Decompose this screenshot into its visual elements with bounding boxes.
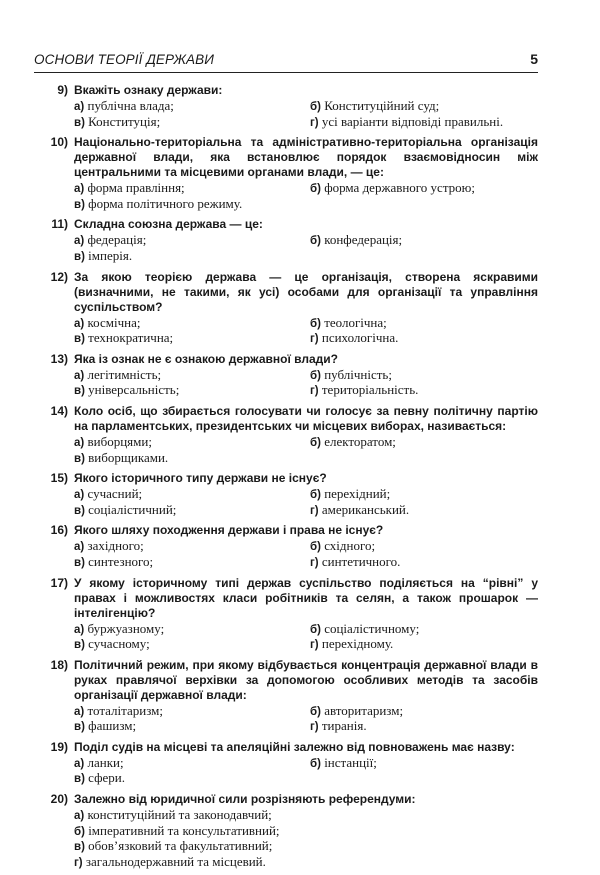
- option-letter: б): [310, 436, 321, 449]
- answer-option: [74, 383, 310, 399]
- option-letter: в): [74, 452, 85, 465]
- answer-option: [310, 487, 538, 503]
- option-letter: в): [74, 721, 85, 734]
- option-text: космічна;: [87, 314, 141, 330]
- answer-option: [310, 719, 538, 735]
- option-letter: б): [310, 369, 321, 382]
- option-letter: в): [74, 250, 85, 263]
- option-text: американський.: [321, 501, 410, 517]
- question-item: [34, 740, 538, 787]
- answer-option: [310, 637, 538, 653]
- option-text: перехідному.: [321, 636, 394, 652]
- option-text: конфедерація;: [324, 232, 403, 248]
- question-header: [34, 217, 538, 232]
- option-text: територіальність.: [321, 382, 419, 398]
- answer-option: [310, 99, 538, 115]
- answer-option: [310, 233, 538, 249]
- option-text: тиранія.: [321, 718, 367, 734]
- option-text: федерація;: [87, 232, 147, 248]
- question-item: [34, 270, 538, 347]
- answer-option: [74, 719, 310, 735]
- answer-option: [74, 839, 538, 855]
- option-text: соціалістичному;: [324, 620, 420, 636]
- answer-option: [74, 197, 310, 213]
- answer-option: [74, 704, 310, 720]
- option-letter: а): [74, 623, 85, 636]
- question-number: 18): [50, 657, 68, 672]
- option-letter: в): [74, 639, 85, 652]
- option-letter: а): [74, 541, 85, 554]
- question-text: У якому історичному типі держав суспільство поділяється на “рівні” у правах і можливостях класи робітників та селян, а також прошарок — інтелігенцію?: [74, 575, 538, 620]
- question-header: [34, 352, 538, 367]
- option-text: універсальність;: [88, 382, 180, 398]
- option-text: Конституція;: [88, 113, 161, 129]
- option-letter: б): [310, 623, 321, 636]
- answer-options: [74, 756, 538, 787]
- question-list: [34, 83, 538, 875]
- question-number: 9): [57, 83, 68, 97]
- option-letter: а): [74, 489, 85, 502]
- option-text: форма політичного режиму.: [88, 195, 243, 211]
- option-letter: б): [310, 183, 321, 196]
- answer-options: [74, 808, 538, 870]
- option-text: технократична;: [88, 330, 174, 346]
- question-header: [34, 404, 538, 434]
- running-header: [34, 52, 538, 72]
- option-letter: г): [310, 333, 319, 346]
- option-letter: б): [310, 489, 321, 502]
- answer-option: [310, 115, 538, 131]
- option-letter: а): [74, 317, 85, 330]
- answer-option: [74, 808, 538, 824]
- option-text: виборцями;: [87, 433, 152, 449]
- question-text: Якого шляху походження держави і права не існує?: [74, 523, 384, 538]
- option-letter: а): [74, 369, 85, 382]
- option-letter: б): [74, 825, 85, 838]
- question-header: [34, 471, 538, 486]
- answer-options: [74, 487, 538, 518]
- answer-options: [74, 99, 538, 130]
- question-header: [34, 740, 538, 755]
- option-text: Конституційний суд;: [324, 98, 440, 113]
- option-letter: б): [310, 757, 321, 770]
- answer-option: [74, 637, 310, 653]
- option-letter: г): [310, 116, 319, 129]
- option-letter: в): [74, 773, 85, 786]
- option-text: тоталітаризм;: [87, 702, 164, 718]
- option-letter: а): [74, 757, 85, 770]
- option-text: західного;: [87, 538, 144, 554]
- answer-options: [74, 435, 538, 466]
- answer-option: [310, 383, 538, 399]
- question-text: Коло осіб, що збирається голосувати чи голосує за певну політичну партію на парламентських, президентських чи місцевих виборах, називається:: [74, 403, 538, 433]
- option-letter: г): [310, 556, 319, 569]
- page-number: 5: [530, 51, 538, 67]
- option-text: імперативний та консультативний;: [88, 822, 280, 838]
- option-letter: в): [74, 385, 85, 398]
- option-text: виборщиками.: [88, 449, 169, 465]
- option-text: загальнодержавний та місцевий.: [85, 853, 266, 869]
- answer-option: [74, 99, 310, 115]
- question-header: [34, 83, 538, 98]
- option-letter: а): [74, 436, 85, 449]
- option-letter: г): [74, 856, 83, 869]
- answer-option: [310, 622, 538, 638]
- answer-option: [310, 704, 538, 720]
- option-text: синтезного;: [88, 553, 154, 569]
- option-text: сфери.: [88, 770, 125, 786]
- answer-option: [74, 115, 310, 131]
- answer-option: [74, 331, 310, 347]
- answer-option: [74, 771, 310, 787]
- option-text: публічна влада;: [87, 98, 174, 113]
- option-text: соціалістичний;: [88, 501, 177, 517]
- option-text: ланки;: [87, 754, 124, 770]
- answer-option: [310, 555, 538, 571]
- option-text: сучасний;: [87, 486, 143, 502]
- question-header: [34, 135, 538, 180]
- option-text: інстанції;: [324, 754, 377, 770]
- answer-options: [74, 181, 538, 212]
- answer-option: [310, 368, 538, 384]
- option-letter: в): [74, 841, 85, 854]
- question-number: 19): [50, 739, 68, 754]
- option-letter: а): [74, 235, 85, 248]
- option-text: форма правління;: [87, 180, 185, 196]
- answer-option: [74, 181, 310, 197]
- option-letter: в): [74, 198, 85, 211]
- answer-options: [74, 316, 538, 347]
- option-letter: г): [310, 721, 319, 734]
- answer-option: [74, 756, 310, 772]
- answer-option: [74, 487, 310, 503]
- question-item: [34, 83, 538, 130]
- question-text: Вкажіть ознаку держави:: [74, 83, 223, 97]
- answer-option: [74, 451, 310, 467]
- answer-option: [310, 756, 538, 772]
- option-letter: б): [310, 101, 321, 113]
- question-header: [34, 523, 538, 538]
- answer-option: [74, 824, 538, 840]
- question-number: 17): [50, 575, 68, 590]
- question-number: 11): [51, 217, 68, 232]
- option-text: обов’язковий та факультативний;: [88, 838, 273, 854]
- question-number: 16): [50, 523, 68, 538]
- option-text: імперія.: [88, 247, 133, 263]
- option-text: сучасному;: [88, 636, 150, 652]
- question-text: Залежно від юридичної сили розрізняють референдуми:: [74, 792, 416, 807]
- answer-option: [74, 555, 310, 571]
- answer-option: [310, 503, 538, 519]
- option-letter: б): [310, 705, 321, 718]
- option-letter: г): [310, 504, 319, 517]
- option-text: теологічна;: [324, 314, 387, 330]
- question-number: 12): [50, 269, 68, 284]
- option-letter: б): [310, 317, 321, 330]
- option-letter: а): [74, 810, 85, 823]
- question-item: [34, 404, 538, 466]
- question-item: [34, 523, 538, 570]
- header-divider: [34, 72, 538, 73]
- question-number: 15): [50, 471, 68, 486]
- answer-option: [74, 435, 310, 451]
- question-item: [34, 217, 538, 264]
- question-text: За якою теорією держава — це організація, створена яскравими (визначними, не такими, як усі) особами для організації та управління суспільством?: [74, 269, 538, 314]
- question-header: [34, 576, 538, 621]
- option-text: авторитаризм;: [324, 702, 404, 718]
- question-number: 20): [50, 792, 68, 807]
- answer-option: [310, 539, 538, 555]
- option-text: фашизм;: [88, 718, 137, 734]
- question-header: [34, 658, 538, 703]
- question-text: Поділ судів на місцеві та апеляційні залежно від повноважень має назву:: [74, 739, 515, 754]
- question-text: Національно-територіальна та адміністративно-територіальна організація державної влади, яка встановлює порядок взаємовідносин між центральними та місцевими органами влади, — це:: [74, 135, 538, 180]
- question-item: [34, 792, 538, 870]
- option-letter: в): [74, 116, 85, 129]
- answer-option: [310, 316, 538, 332]
- answer-option: [74, 368, 310, 384]
- answer-option: [74, 855, 538, 871]
- answer-option: [74, 539, 310, 555]
- answer-option: [74, 503, 310, 519]
- question-item: [34, 352, 538, 399]
- option-text: форма державного устрою;: [324, 180, 475, 196]
- answer-option: [310, 181, 538, 197]
- question-header: [34, 792, 538, 807]
- answer-option: [74, 233, 310, 249]
- question-item: [34, 576, 538, 653]
- option-letter: а): [74, 101, 85, 113]
- question-item: [34, 135, 538, 212]
- option-letter: б): [310, 235, 321, 248]
- answer-options: [74, 539, 538, 570]
- header-title: ОСНОВИ ТЕОРІЇ ДЕРЖАВИ: [34, 52, 214, 67]
- option-letter: а): [74, 183, 85, 196]
- option-text: легітимність;: [87, 366, 162, 382]
- question-text: Яка із ознак не є ознакою державної влади?: [74, 351, 338, 366]
- option-text: конституційний та законодавчий;: [87, 807, 272, 823]
- question-text: Складна союзна держава — це:: [74, 217, 263, 232]
- option-letter: в): [74, 504, 85, 517]
- answer-option: [74, 622, 310, 638]
- question-header: [34, 270, 538, 315]
- answer-options: [74, 368, 538, 399]
- question-number: 14): [50, 403, 68, 418]
- answer-options: [74, 622, 538, 653]
- question-item: [34, 658, 538, 735]
- question-text: Політичний режим, при якому відбувається концентрація державної влади в руках правлячої верхівки за допомогою особливих методів та засобів організації державної влади:: [74, 657, 538, 702]
- question-text: Якого історичного типу держави не існує?: [74, 471, 327, 486]
- option-text: буржуазному;: [87, 620, 165, 636]
- question-number: 13): [50, 351, 68, 366]
- option-letter: в): [74, 556, 85, 569]
- option-text: психологічна.: [321, 330, 399, 346]
- answer-options: [74, 233, 538, 264]
- option-letter: а): [74, 705, 85, 718]
- option-text: східного;: [324, 538, 376, 554]
- option-text: публічність;: [324, 366, 392, 382]
- option-text: електоратом;: [324, 433, 396, 449]
- option-letter: б): [310, 541, 321, 554]
- option-letter: в): [74, 333, 85, 346]
- option-letter: г): [310, 385, 319, 398]
- answer-option: [74, 249, 310, 265]
- option-text: синтетичного.: [321, 553, 401, 569]
- question-number: 10): [50, 135, 68, 150]
- option-letter: г): [310, 639, 319, 652]
- answer-option: [310, 331, 538, 347]
- option-text: усі варіанти відповіді правильні.: [321, 113, 504, 129]
- answer-options: [74, 704, 538, 735]
- answer-option: [310, 435, 538, 451]
- answer-option: [74, 316, 310, 332]
- question-item: [34, 471, 538, 518]
- option-text: перехідний;: [324, 486, 391, 502]
